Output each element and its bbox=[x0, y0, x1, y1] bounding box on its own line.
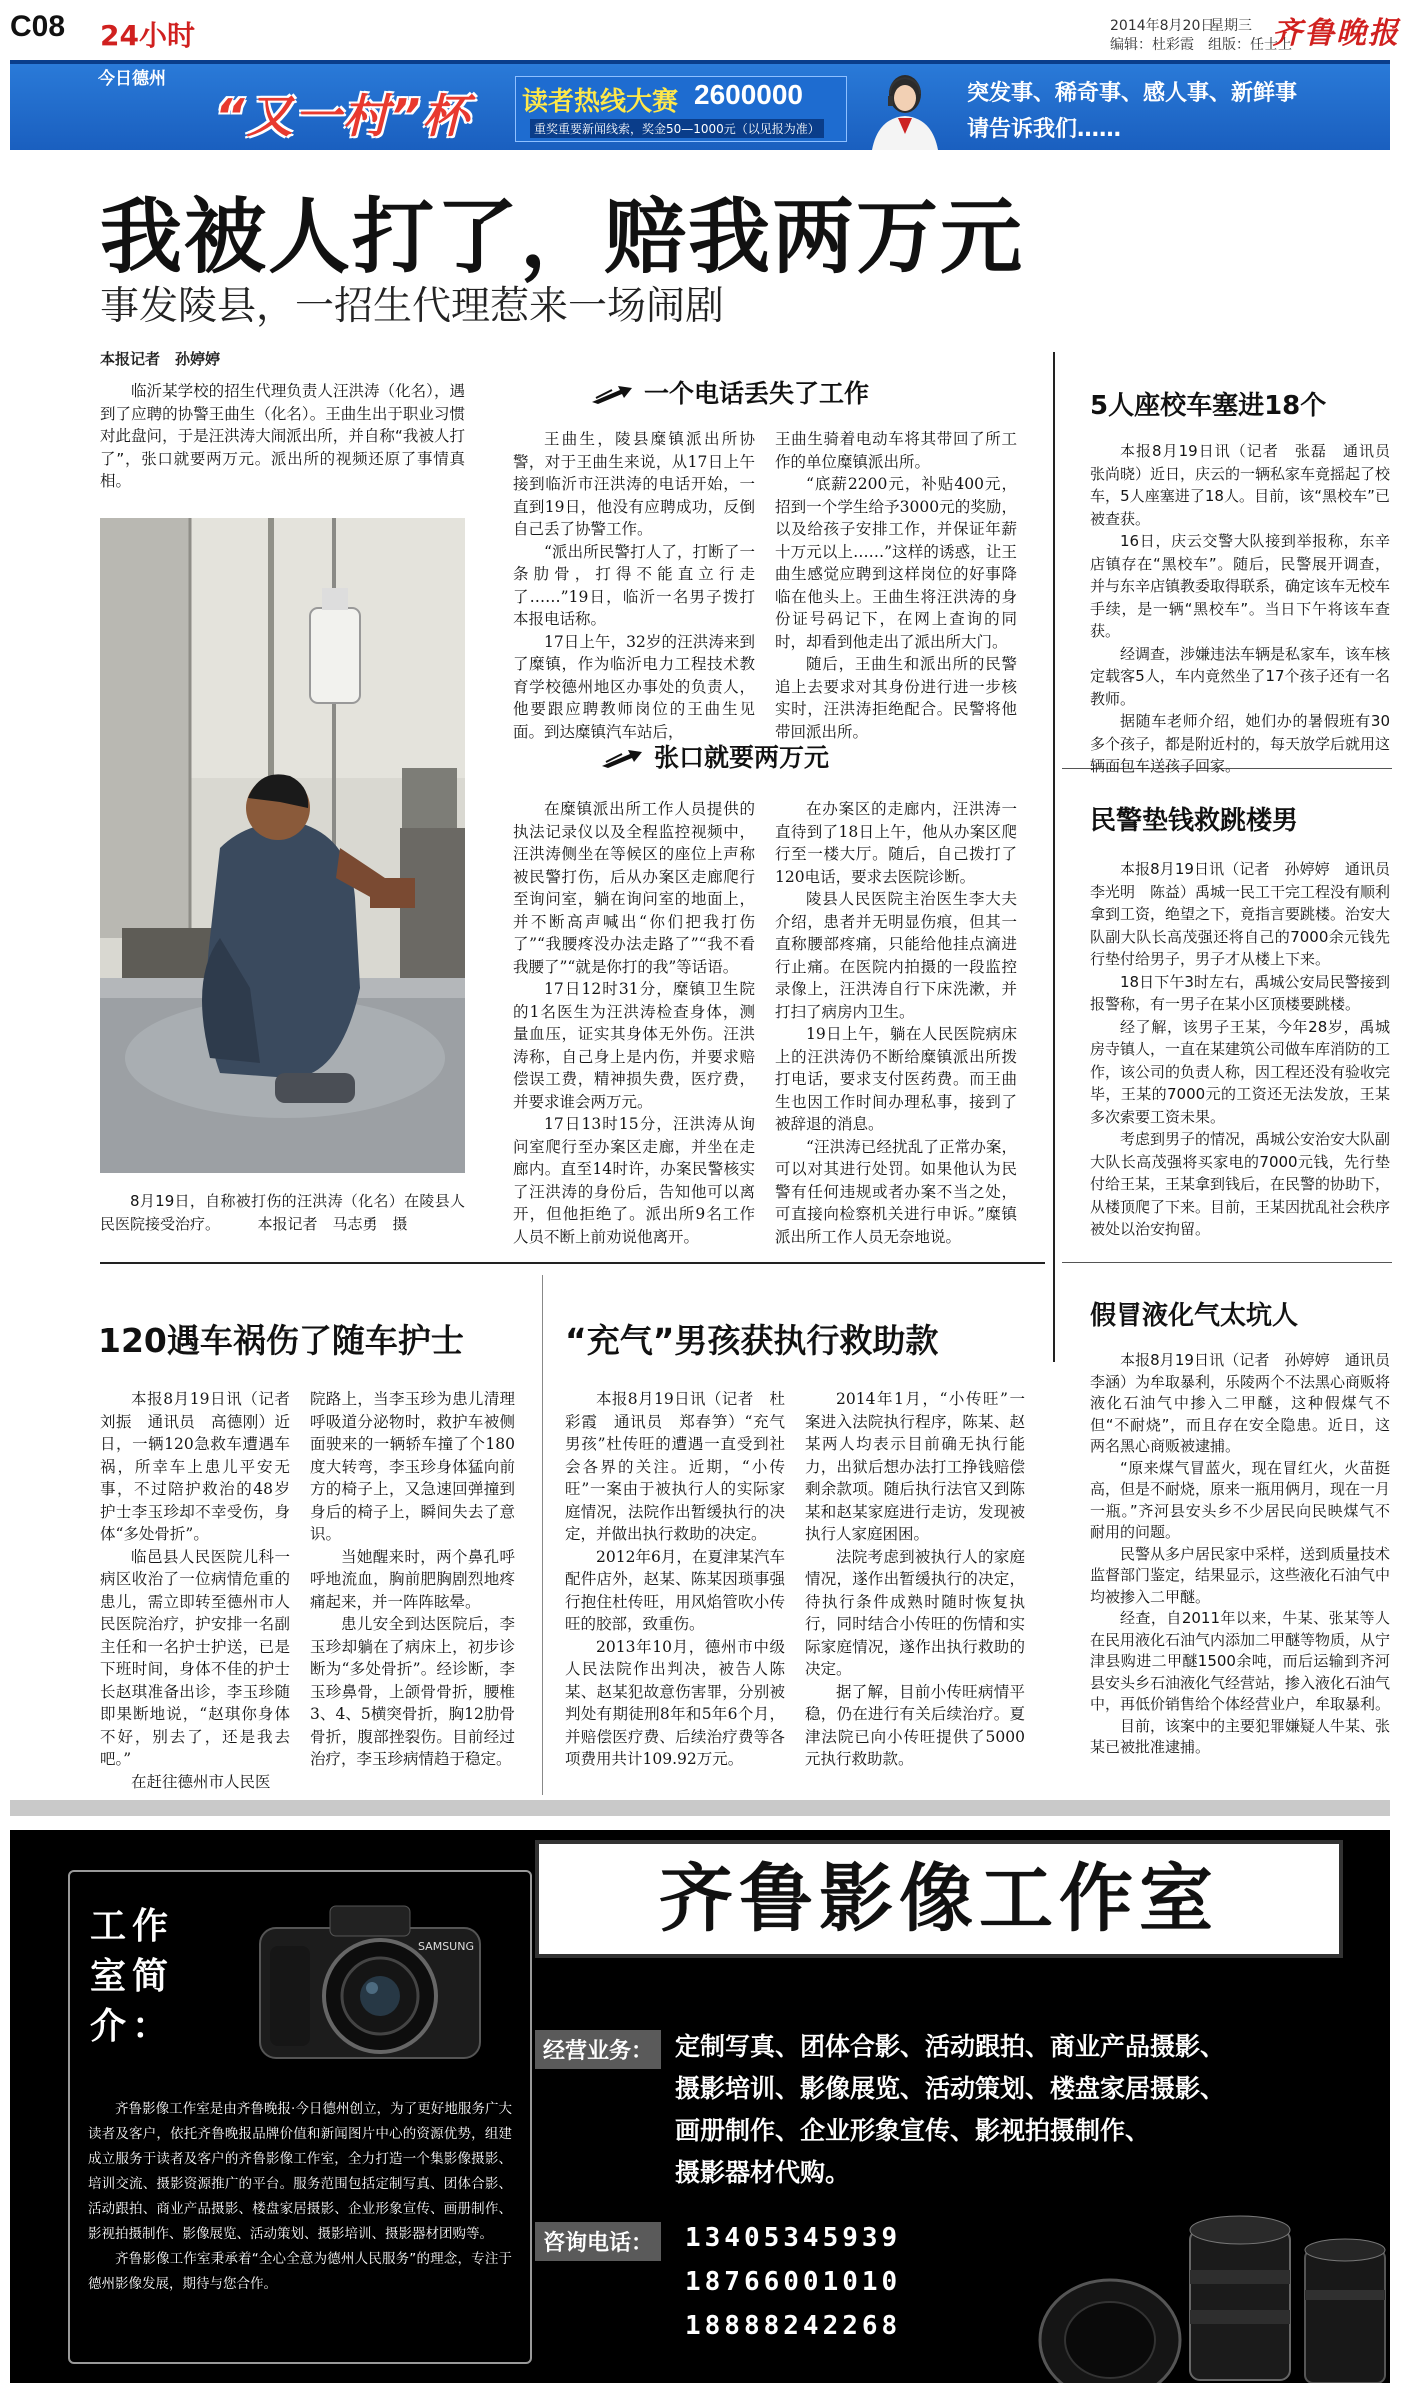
column-divider bbox=[542, 1275, 543, 1795]
business-line: 定制写真、团体合影、活动跟拍、商业产品摄影、 bbox=[675, 2032, 1226, 2061]
hospital-photo-scene bbox=[100, 518, 465, 1173]
banner-slogan-top: 突发事、稀奇事、感人事、新鲜事 bbox=[967, 81, 1298, 106]
business-line: 画册制作、企业形象宣传、影视拍摄制作、 bbox=[675, 2116, 1151, 2145]
phone-number: 18766001010 bbox=[685, 2267, 902, 2297]
main-subheadline: 事发陵县，一招生代理惹来一场闹剧 bbox=[100, 284, 725, 329]
phone-number: 18888242268 bbox=[685, 2311, 902, 2341]
side-article-2-body: 本报8月19日讯（记者 孙婷婷 通讯员 李光明 陈益）禹城一民工干完工程没有顺利拿到工资，绝望之下，竟指言要跳楼。治安大队副大队长高茂强还将自己的7000余元钱先行垫付给男子，男子才从楼上下来。 18日下午3时左右，禹城公安局民警接到报警称，有一男子在某小区顶楼要跳楼。 经了解，该男子王某，今年28岁，禹城房寺镇人，一直在某建筑公司做车库消防的工作，该公司的负责人称，因工程还没有验收完毕，王某的7000元的工资还无法发放，王某多次索要工资未果。 考虑到男子的情况，禹城公安治安大队副大队长高茂强将买家电的7000元钱，先行垫付给王某，王某拿到钱后，在民警的协助下，从楼顶爬了下来。目前，王某因扰乱社会秩序被处以治安拘留。 bbox=[1090, 860, 1406, 1238]
cup-title: “又一村”杯 bbox=[215, 89, 471, 143]
header-editors: 编辑：杜彩霞 组版：任士上 bbox=[1110, 37, 1292, 53]
business-line: 摄影器材代购。 bbox=[675, 2158, 851, 2187]
header-weekday: 星期三 bbox=[1210, 18, 1252, 34]
contest-banner bbox=[10, 60, 1390, 150]
section1-col2: 王曲生骑着电动车将其带回了所工作的单位糜镇派出所。 “底薪2200元，补贴400元，招到一个学生给予3000元的奖励，以及给孩子安排工作，并保证年薪十万元以上……”这样的诱惑，让王曲生感觉应聘到这样岗位的好事降临在他头上。王曲生将汪洪涛的身份证号码记下，在网上查询的同时，却看到他走出了派出所大门。 随后，王曲生和派出所的民警追上去要求对其身份进行进一步核实时，汪洪涛拒绝配合。民警将他带回派出所。 bbox=[775, 430, 1017, 741]
side-article-2-title: 民警垫钱救跳楼男 bbox=[1090, 806, 1299, 836]
phone-list bbox=[685, 2216, 901, 2348]
page-code: C08 bbox=[10, 10, 66, 43]
ad-top-band bbox=[10, 1800, 1390, 1816]
column-divider bbox=[1053, 352, 1055, 1362]
photo-caption: 8月19日，自称被打伤的汪洪涛（化名）在陵县人民医院接受治疗。 本报记者 马志勇 摄 bbox=[100, 1192, 465, 1233]
side-article-1-title: 5人座校车塞进18个 bbox=[1090, 391, 1327, 421]
camera-brand: SAMSUNG bbox=[418, 1940, 474, 1953]
studio-name: 齐鲁影像工作室 bbox=[659, 1856, 1219, 1942]
section-divider bbox=[100, 1262, 1045, 1264]
section2-heading-text: 张口就要两万元 bbox=[654, 743, 830, 772]
banner-slogan-bottom: 请告诉我们…… bbox=[967, 117, 1122, 142]
bottom-article-1-title: 120遇车祸伤了随车护士 bbox=[98, 1321, 464, 1360]
section1-heading bbox=[590, 374, 869, 410]
section1-col1: 王曲生，陵县糜镇派出所协警，对于王曲生来说，从17日上午接到临沂市汪洪涛的电话开始，一直到19日，他没有应聘成功，反倒自己丢了协警工作。 “派出所民警打人了，打断了一条肋骨，打得不能直立行走了……”19日，临沂一名男子拨打本报电话称。 17日上午，32岁的汪洪涛来到了糜镇，作为临沂电力工程技术教育学校德州地区办事处的负责人，他要跟应聘教师岗位的王曲生见面。到达糜镇汽车站后， bbox=[513, 430, 755, 741]
banner-subsection: 今日德州 bbox=[98, 69, 166, 89]
lens-illustration bbox=[1020, 2190, 1390, 2383]
side-article-1-body: 本报8月19日讯（记者 张磊 通讯员 张尚晓）近日，庆云的一辆私家车竟摇起了校车，5人座塞进了18人。目前，该“黑校车”已被查获。 16日，庆云交警大队接到举报称，东辛店镇存在“黑校车”。随后，民警展开调查，并与东辛店镇教委取得联系，确定该车无校车手续，是一辆“黑校车”。当日下午将该车查获。 经调查，涉嫌违法车辆是私家车，该车核定载客5人，车内竟然坐了17个孩子还有一名教师。 据随车老师介绍，她们办的暑假班有30多个孩子，都是附近村的，每天放学后就用这辆面包车送孩子回家。 bbox=[1090, 442, 1406, 775]
page-header bbox=[0, 0, 1409, 60]
side-article-3-body: 本报8月19日讯（记者 孙婷婷 通讯员 李涵）为牟取暴利，乐陵两个不法黑心商贩将液化石油气中掺入二甲醚，这种假煤气不但“不耐烧”，而且存在安全隐患。近日，这两名黑心商贩被逮捕。 “原来煤气冒蓝火，现在冒红火，火苗挺高，但是不耐烧，原来一瓶用俩月，现在一月一瓶。”齐河县安头乡不少居民向民映煤气不耐用的问题。 民警从多户居民家中采样，送到质量技术监督部门鉴定，结果显示，这些液化石油气中均被掺入二甲醚。 经查，自2011年以来，牛某、张某等人在民用液化石油气内添加二甲醚等物质，从宁津县购进二甲醚1500余吨，而后运输到齐河县安头乡石油液化气经营站，掺入液化石油气中，再低价销售给个体经营业户，牟取暴利。 目前，该案中的主要犯罪嫌疑人牛某、张某已被批准逮捕。 bbox=[1090, 1351, 1406, 1756]
business-line: 摄影培训、影像展览、活动策划、楼盘家居摄影、 bbox=[675, 2074, 1226, 2103]
phone-number: 13405345939 bbox=[685, 2223, 902, 2253]
bottom-article-2-col2: 2014年1月，“小传旺”一案进入法院执行程序，陈某、赵某两人均表示目前确无执行能力，出狱后想办法打工挣钱赔偿剩余款项。随后执行法官又到陈某和赵某家庭进行走访，发现被执行人家庭困困。 法院考虑到被执行人的家庭情况，遂作出暂缓执行的决定，待执行条件成熟时随时恢复执行，同时结合小传旺的伤情和实际家庭情况，遂作出执行救助的决定。 据了解，目前小传旺病情平稳，仍在进行有关后续治疗。夏津法院已向小传旺提供了5000元执行救助款。 bbox=[805, 1390, 1025, 1768]
phone-label: 咨询电话： bbox=[535, 2222, 661, 2261]
ad-intro-panel bbox=[68, 1870, 532, 2364]
side-article-3-title: 假冒液化气太坑人 bbox=[1090, 1301, 1299, 1331]
studio-name-box bbox=[535, 1840, 1343, 1958]
section-name: 24小时 bbox=[100, 19, 195, 52]
section2-heading bbox=[600, 738, 829, 774]
arrow-icon bbox=[590, 384, 634, 406]
camera-icon bbox=[240, 1888, 500, 2068]
bottom-article-2-title: “充气”男孩获执行救助款 bbox=[565, 1321, 939, 1360]
masthead-logo: 齐鲁晚报 bbox=[1272, 16, 1400, 51]
business-label: 经营业务： bbox=[535, 2030, 661, 2069]
header-date: 2014年8月20日 bbox=[1110, 18, 1215, 34]
contest-prize: 2600000 bbox=[694, 79, 804, 110]
bottom-article-1-col2: 院路上，当李玉珍为患儿清理呼吸道分泌物时，救护车被侧面驶来的一辆轿车撞了个180度大转弯，李玉珍身体猛向前方的椅子上，又急速回弹撞到身后的椅子上，瞬间失去了意识。 当她醒来时，两个鼻孔呼呼地流血，胸前肥胸剧烈地疼痛起来，并一阵阵眩晕。 患儿安全到达医院后，李玉珍却躺在了病床上，初步诊断为“多处骨折”。经诊断，李玉珍鼻骨，上颌骨骨折，腰椎3、4、5横突骨折，胸12肋骨骨折，腹部挫裂伤。目前经过治疗，李玉珍病情趋于稳定。 bbox=[310, 1390, 515, 1768]
ad-intro-title: 工作室简介： bbox=[90, 1906, 175, 2047]
main-headline: 我被人打了，赔我两万元 bbox=[100, 190, 1025, 285]
photo-studio-ad bbox=[10, 1830, 1390, 2383]
hostess-illustration bbox=[860, 68, 950, 150]
bottom-article-2-col1: 本报8月19日讯（记者 杜彩霞 通讯员 郑春笋）“充气男孩”杜传旺的遭遇一直受到社会各界的关注。近期，“小传旺”一案由于被执行人的实际家庭情况，法院作出暂缓执行的决定，并做出执行救助的决定。 2012年6月，在夏津某汽车配件店外，赵某、陈某因琐事强行抱住杜传旺，用风焰管吹小传旺的胶部，致重伤。 2013年10月，德州市中级人民法院作出判决，被告人陈某、赵某犯故意伤害罪，分别被判处有期徒刑8年和5年6个月，并赔偿医疗费、后续治疗费等各项费用共计109.92万元。 bbox=[565, 1390, 785, 1768]
hospital-photo bbox=[100, 518, 465, 1173]
contest-note: 重奖重要新闻线索，奖金50—1000元（以见报为准） bbox=[530, 119, 824, 138]
arrow-icon bbox=[600, 748, 644, 770]
section1-heading-text: 一个电话丢失了工作 bbox=[644, 379, 870, 408]
section2-col2: 在办案区的走廊内，汪洪涛一直待到了18日上午，他从办案区爬行至一楼大厅。随后，自己拨打了120电话，要求去医院诊断。 陵县人民医院主治医生李大夫介绍，患者并无明显伤痕，但其一直称腰部疼痛，只能给他挂点滴进行止痛。在医院内拍摄的一段监控录像上，汪洪涛自行下床洗漱，并打扫了病房内卫生。 19日上午，躺在人民医院病床上的汪洪涛仍不断给糜镇派出所拨打电话，要求支付医药费。而王曲生也因工作时间办理私事，接到了被辞退的消息。 “汪洪涛已经扰乱了正常办案，可以对其进行处罚。如果他认为民警有任何违规或者办案不当之处，可直接向检察机关进行申诉。”糜镇派出所工作人员无奈地说。 bbox=[775, 800, 1017, 1246]
side-divider bbox=[1062, 1262, 1392, 1263]
main-byline: 本报记者 孙婷婷 bbox=[100, 350, 221, 368]
contest-box bbox=[515, 76, 847, 142]
bottom-article-1-col1: 本报8月19日讯（记者 刘振 通讯员 高德刚）近日，一辆120急救车遭遇车祸，所幸车上患儿平安无事，不过陪护救治的48岁护士李玉珍却不幸受伤，身体“多处骨折”。 临邑县人民医院儿科一病区收治了一位病情危重的患儿，需立即转至德州市人民医院治疗，护安排一名副主任和一名护士护送，已是下班时间，身体不佳的护士长赵琪准备出诊，李玉珍随即果断地说，“赵琪你身体不好，别去了，还是我去吧。” 在赶往德州市人民医 bbox=[100, 1390, 306, 1791]
business-list bbox=[675, 2026, 1375, 2194]
section2-col1: 在糜镇派出所工作人员提供的执法记录仪以及全程监控视频中，汪洪涛侧坐在等候区的座位上声称被民警打伤，后从办案区走廊爬行至询问室，躺在询问室的地面上，并不断高声喊出“你们把我打伤了”“我腰疼没办法走路了”“我不看我腰了”“就是你打的我”等话语。 17日12时31分，糜镇卫生院的1名医生为汪洪涛检查身体，测量血压，证实其身体无外伤。汪洪涛称，自己身上是内伤，并要求赔偿误工费，精神损失费，医疗费，并要求谁会两万元。 17日13时15分，汪洪涛从询问室爬行至办案区走廊，并坐在走廊内。直至14时许，办案民警核实了汪洪涛的身份后，告知他可以离开，但他拒绝了。派出所9名工作人员不断上前劝说他离开。 bbox=[513, 800, 755, 1246]
ad-intro-text: 齐鲁影像工作室是由齐鲁晚报·今日德州创立，为了更好地服务广大读者及客户，依托齐鲁晚报品牌价值和新闻图片中心的资源优势，组建成立服务于读者及客户的齐鲁影像工作室，全力打造一个集影像摄影、培训交流、摄影资源推广的平台。服务范围包括定制写真、团体合影、活动跟拍、商业产品摄影、楼盘家居摄影、企业形象宣传、画册制作、影视拍摄制作、影像展览、活动策划、摄影培训、摄影器材团购等。 齐鲁影像工作室秉承着“全心全意为德州人民服务”的理念，专注于德州影像发展，期待与您合作。 bbox=[88, 2101, 512, 2292]
contest-label: 读者热线大赛 bbox=[522, 87, 679, 117]
main-lead: 临沂某学校的招生代理负责人汪洪涛（化名），遇到了应聘的协警王曲生（化名）。王曲生出于职业习惯对此盘问，于是汪洪涛大闹派出所，并自称“我被人打了”，张口就要两万元。派出所的视频还原了事情真相。 bbox=[100, 382, 465, 490]
